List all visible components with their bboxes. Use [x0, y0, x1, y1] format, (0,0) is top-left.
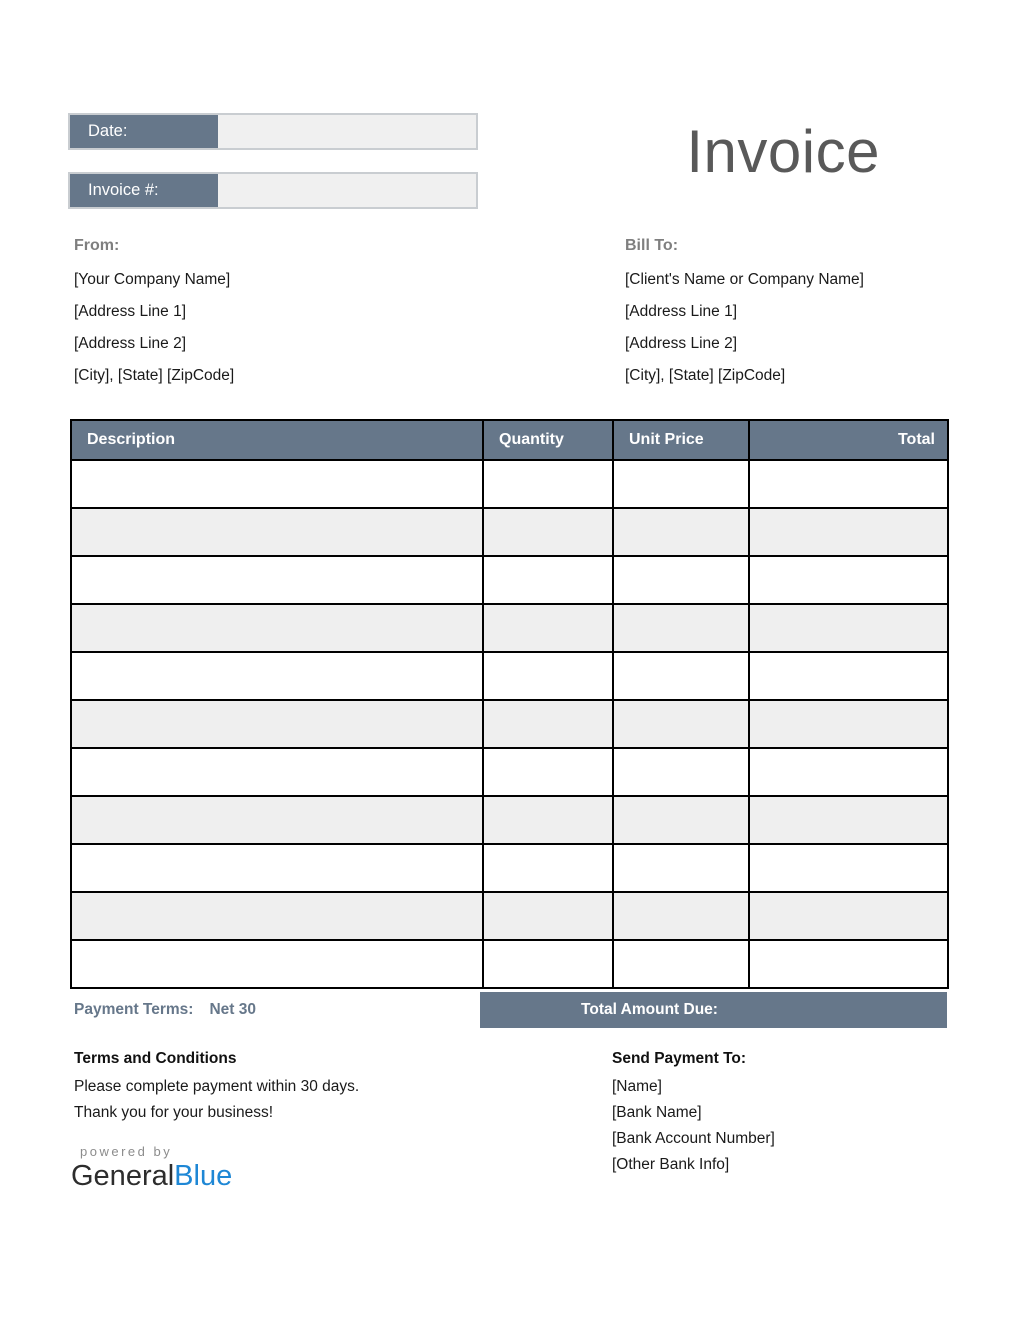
- description-cell[interactable]: [71, 844, 483, 892]
- total-amount-due-label: Total Amount Due:: [581, 1001, 718, 1018]
- total-cell[interactable]: [749, 460, 948, 508]
- unit-price-cell[interactable]: [613, 748, 749, 796]
- from-lines: [74, 264, 234, 392]
- unit-price-cell[interactable]: [613, 796, 749, 844]
- unit-price-cell[interactable]: [613, 604, 749, 652]
- payment-info-section: [612, 1048, 775, 1178]
- description-cell[interactable]: [71, 652, 483, 700]
- payment-terms-label: Payment Terms:: [74, 1001, 194, 1018]
- brand-general-text: General: [71, 1160, 175, 1192]
- bill-to-lines: [625, 264, 864, 392]
- unit-price-cell[interactable]: [613, 508, 749, 556]
- payment-info-heading: Send Payment To:: [612, 1050, 747, 1067]
- terms-line: Thank you for your business!: [74, 1104, 274, 1121]
- table-row: [71, 556, 948, 604]
- table-row: [71, 604, 948, 652]
- invoice-number-field: [68, 172, 478, 209]
- terms-section: [74, 1048, 359, 1126]
- total-cell[interactable]: [749, 940, 948, 988]
- total-cell[interactable]: [749, 556, 948, 604]
- description-cell[interactable]: [71, 700, 483, 748]
- items-table-body: [71, 460, 948, 988]
- description-cell[interactable]: [71, 556, 483, 604]
- description-cell[interactable]: [71, 508, 483, 556]
- table-row: [71, 844, 948, 892]
- brand-name: [71, 1159, 232, 1193]
- bill-to-line: [Address Line 2]: [625, 335, 738, 352]
- powered-by-text: powered by: [80, 1144, 173, 1159]
- total-cell[interactable]: [749, 700, 948, 748]
- terms-lines: [74, 1074, 359, 1126]
- column-header-total: Total: [749, 420, 948, 460]
- invoice-number-label: Invoice #:: [70, 174, 218, 207]
- bill-to-line: [Client's Name or Company Name]: [625, 271, 864, 288]
- quantity-cell[interactable]: [483, 748, 613, 796]
- from-line: [Address Line 2]: [74, 335, 187, 352]
- column-header-unit-price: Unit Price: [613, 420, 749, 460]
- total-amount-due-bar: [480, 992, 947, 1028]
- table-row: [71, 460, 948, 508]
- total-cell[interactable]: [749, 604, 948, 652]
- quantity-cell[interactable]: [483, 796, 613, 844]
- unit-price-cell[interactable]: [613, 460, 749, 508]
- total-cell[interactable]: [749, 844, 948, 892]
- payment-info-line: [Bank Account Number]: [612, 1130, 775, 1147]
- description-cell[interactable]: [71, 748, 483, 796]
- bill-to-line: [Address Line 1]: [625, 303, 738, 320]
- unit-price-cell[interactable]: [613, 556, 749, 604]
- bill-to-line: [City], [State] [ZipCode]: [625, 367, 786, 384]
- quantity-cell[interactable]: [483, 940, 613, 988]
- from-line: [Address Line 1]: [74, 303, 187, 320]
- description-cell[interactable]: [71, 796, 483, 844]
- items-table-header-row: [71, 420, 948, 460]
- terms-line: Please complete payment within 30 days.: [74, 1078, 360, 1095]
- unit-price-cell[interactable]: [613, 844, 749, 892]
- from-section: [74, 237, 234, 392]
- table-row: [71, 508, 948, 556]
- table-row: [71, 940, 948, 988]
- quantity-cell[interactable]: [483, 844, 613, 892]
- unit-price-cell[interactable]: [613, 892, 749, 940]
- payment-info-lines: [612, 1074, 775, 1178]
- bill-to-section: [625, 237, 864, 392]
- quantity-cell[interactable]: [483, 508, 613, 556]
- quantity-cell[interactable]: [483, 652, 613, 700]
- from-line: [City], [State] [ZipCode]: [74, 367, 235, 384]
- unit-price-cell[interactable]: [613, 652, 749, 700]
- total-cell[interactable]: [749, 892, 948, 940]
- description-cell[interactable]: [71, 892, 483, 940]
- total-cell[interactable]: [749, 652, 948, 700]
- quantity-cell[interactable]: [483, 556, 613, 604]
- date-label: Date:: [70, 115, 218, 148]
- table-row: [71, 892, 948, 940]
- summary-row: [70, 992, 947, 1028]
- table-row: [71, 700, 948, 748]
- brand-blue-text: Blue: [174, 1160, 233, 1192]
- payment-terms-value: Net 30: [209, 1001, 256, 1018]
- payment-info-line: [Bank Name]: [612, 1104, 702, 1121]
- from-heading: From:: [74, 237, 120, 254]
- table-row: [71, 652, 948, 700]
- bill-to-heading: Bill To:: [625, 237, 679, 254]
- payment-info-line: [Other Bank Info]: [612, 1156, 730, 1173]
- terms-heading: Terms and Conditions: [74, 1050, 237, 1067]
- description-cell[interactable]: [71, 604, 483, 652]
- column-header-quantity: Quantity: [483, 420, 613, 460]
- date-input[interactable]: [218, 115, 476, 148]
- total-cell[interactable]: [749, 748, 948, 796]
- invoice-number-input[interactable]: [218, 174, 476, 207]
- unit-price-cell[interactable]: [613, 940, 749, 988]
- unit-price-cell[interactable]: [613, 700, 749, 748]
- total-cell[interactable]: [749, 796, 948, 844]
- description-cell[interactable]: [71, 460, 483, 508]
- payment-info-line: [Name]: [612, 1078, 662, 1095]
- table-row: [71, 748, 948, 796]
- quantity-cell[interactable]: [483, 892, 613, 940]
- items-table: [70, 419, 949, 989]
- quantity-cell[interactable]: [483, 604, 613, 652]
- from-line: [Your Company Name]: [74, 271, 231, 288]
- total-cell[interactable]: [749, 508, 948, 556]
- column-header-description: Description: [71, 420, 483, 460]
- page-title: Invoice: [686, 118, 880, 185]
- quantity-cell[interactable]: [483, 460, 613, 508]
- brand-logo: [71, 1144, 232, 1193]
- date-field: [68, 113, 478, 150]
- description-cell[interactable]: [71, 940, 483, 988]
- payment-terms: [70, 992, 480, 1028]
- quantity-cell[interactable]: [483, 700, 613, 748]
- table-row: [71, 796, 948, 844]
